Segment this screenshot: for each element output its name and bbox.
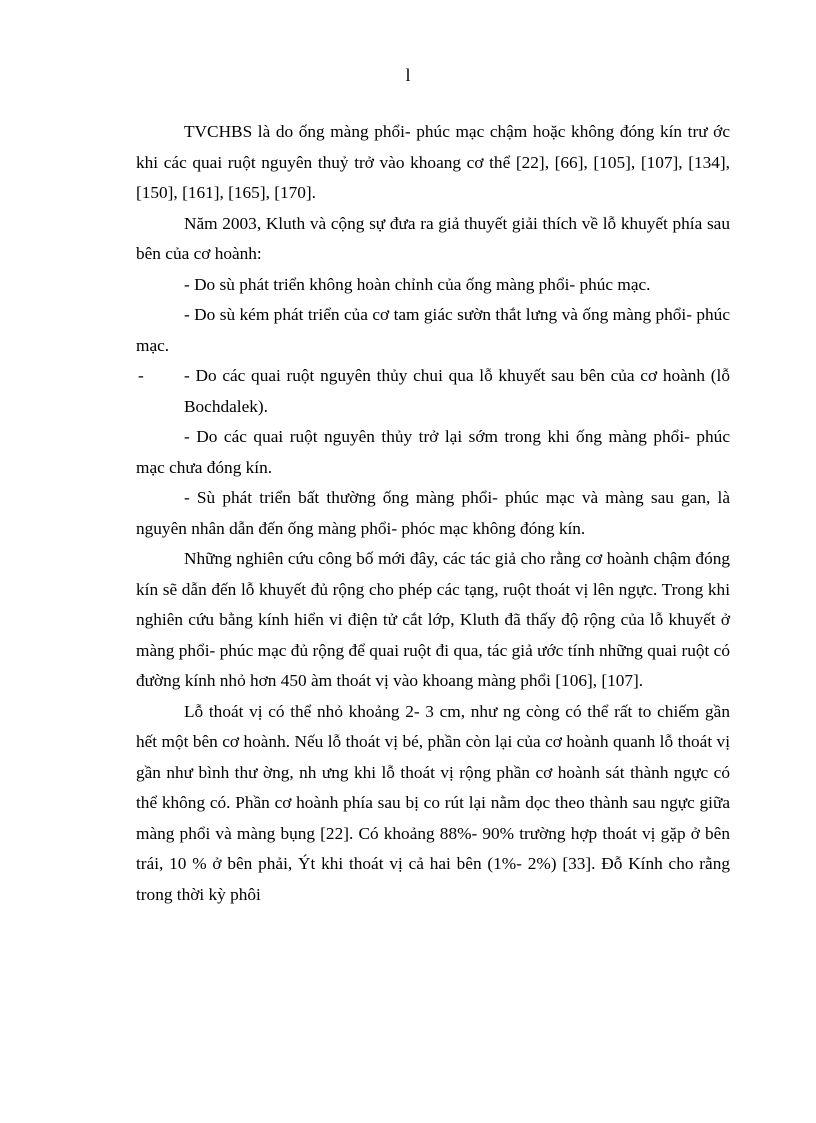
list-item: - Do các quai ruột nguyên thủy trở lại sớm trong khi ống màng phổi- phúc mạc chưa đóng kín.: [136, 427, 730, 477]
list-item: - Sù phát triển bất thường ống màng phổi- phúc mạc và màng sau gan, là nguyên nhân dẫn đến ống màng phổi- phóc mạc không đóng kín.: [136, 488, 730, 538]
list-item-text: - Do các quai ruột nguyên thủy chui qua lỗ khuyết sau bên của cơ hoành (lỗ Bochdalek).: [184, 366, 730, 416]
list-item: [136, 361, 730, 422]
body-text: [136, 117, 730, 910]
bullet-marker: -: [138, 366, 144, 385]
paragraph-hernia-size: Lỗ thoát vị có thể nhỏ khoảng 2- 3 cm, như ng còng có thể rất to chiếm gần hết một bên cơ hoành. Nếu lỗ thoát vị bé, phần còn lại của cơ hoành quanh lỗ thoát vị gần như bình thư ờng, nh ưng khi lỗ thoát vị rộng phần cơ hoành sát thành ngực có thể không có. Phần cơ hoành phía sau bị co rút lại nằm dọc theo thành sau ngực giữa màng phổi và màng bụng [22]. Có khoảng 88%- 90% trường hợp thoát vị gặp ở bên trái, 10 % ở bên phải, Ýt khi thoát vị cả hai bên (1%- 2%) [33]. Đỗ Kính cho rằng trong thời kỳ phôi: [136, 701, 730, 904]
paragraph-research: Những nghiên cứu công bố mới đây, các tác giả cho rằng cơ hoành chậm đóng kín sẽ dẫn đến lỗ khuyết đủ rộng cho phép các tạng, ruột thoát vị lên ngực. Trong khi nghiên cứu bằng kính hiển vi điện tử cắt lớp, Kluth đã thấy độ rộng của lỗ khuyết ở màng phổi- phúc mạc đủ rộng để quai ruột đi qua, tác giả ước tính những quai ruột có đường kính nhỏ hơn 450 àm thoát vị vào khoang màng phổi [106], [107].: [136, 549, 730, 690]
paragraph-intro: TVCHBS là do ống màng phổi- phúc mạc chậm hoặc không đóng kín trư ớc khi các quai ruột nguyên thuỷ trở vào khoang cơ thể [22], [66], [105], [107], [134], [150], [161], [165], [170].: [136, 122, 730, 202]
page-number: l: [405, 65, 411, 85]
list-item: - Do sù kém phát triển của cơ tam giác sườn thắt lưng và ống màng phổi- phúc mạc.: [136, 305, 730, 355]
paragraph-kluth: Năm 2003, Kluth và cộng sự đưa ra giả thuyết giải thích về lỗ khuyết phía sau bên của cơ hoành:: [136, 213, 730, 263]
list-item: - Do sù phát triển không hoàn chỉnh của ống màng phổi- phúc mạc.: [184, 274, 651, 294]
